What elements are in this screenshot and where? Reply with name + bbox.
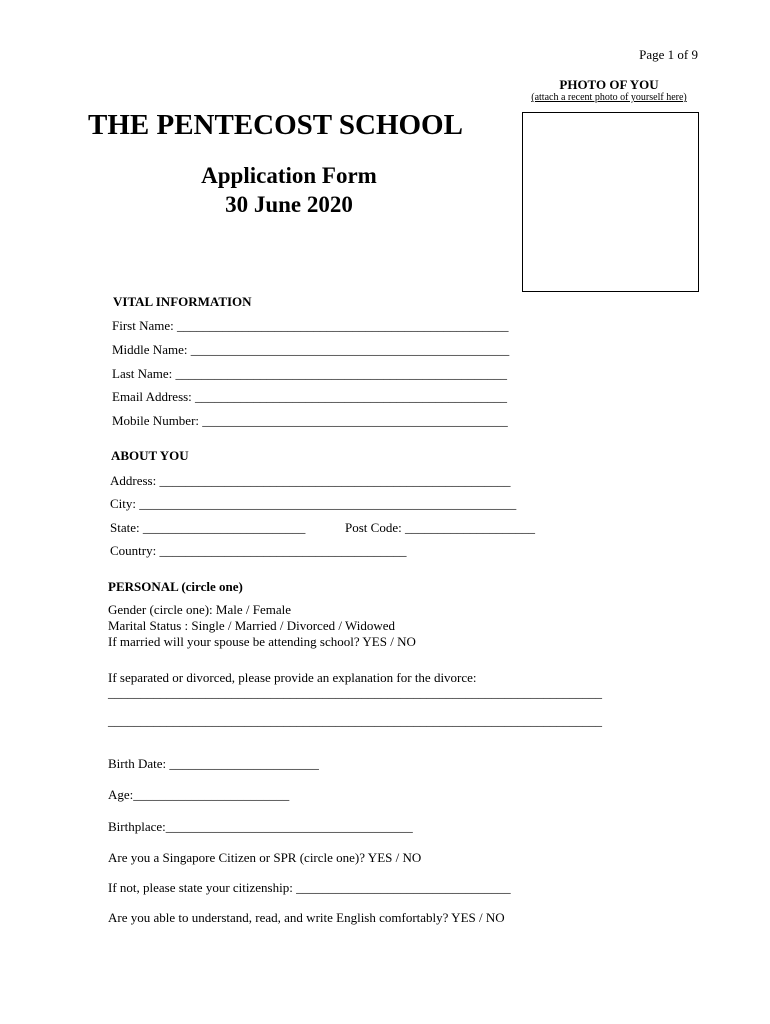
divorce-explanation-line[interactable]: ____________________________________________________________________________: [108, 713, 602, 728]
vital-information-heading: VITAL INFORMATION: [113, 294, 252, 309]
form-date: 30 June 2020: [225, 192, 353, 217]
city-field[interactable]: City: __________________________________________________________: [110, 496, 517, 511]
photo-instruction: (attach a recent photo of yourself here): [531, 92, 687, 103]
page-number: Page 1 of 9: [639, 47, 698, 62]
last-name-field[interactable]: Last Name: ___________________________________________________: [112, 366, 508, 381]
marital-status-line[interactable]: Marital Status : Single / Married / Divorced / Widowed: [108, 618, 395, 633]
mobile-number-field[interactable]: Mobile Number: _______________________________________________: [112, 413, 508, 428]
age-field[interactable]: Age:________________________: [108, 787, 290, 802]
birth-date-field[interactable]: Birth Date: _______________________: [108, 756, 319, 771]
gender-line[interactable]: Gender (circle one): Male / Female: [108, 602, 291, 617]
birthplace-field[interactable]: Birthplace:______________________________________: [108, 819, 413, 834]
about-you-heading: ABOUT YOU: [111, 448, 189, 463]
divorce-explanation-question: If separated or divorced, please provide an explanation for the divorce:: [108, 670, 477, 685]
divorce-explanation-line[interactable]: ____________________________________________________________________________: [108, 685, 602, 700]
school-name: THE PENTECOST SCHOOL: [88, 109, 463, 141]
first-name-field[interactable]: First Name: ___________________________________________________: [112, 318, 509, 333]
personal-heading: PERSONAL (circle one): [108, 579, 243, 594]
email-field[interactable]: Email Address: ________________________________________________: [112, 389, 508, 404]
spouse-attending-line[interactable]: If married will your spouse be attending school? YES / NO: [108, 634, 416, 649]
singapore-citizen-question[interactable]: Are you a Singapore Citizen or SPR (circle one)? YES / NO: [108, 850, 422, 865]
photo-title: PHOTO OF YOU: [559, 77, 659, 92]
country-field[interactable]: Country: ______________________________________: [110, 543, 407, 558]
post-code-field[interactable]: Post Code: ____________________: [345, 520, 535, 535]
english-ability-question[interactable]: Are you able to understand, read, and write English comfortably? YES / NO: [108, 910, 505, 925]
middle-name-field[interactable]: Middle Name: _________________________________________________: [112, 342, 510, 357]
state-field[interactable]: State: _________________________: [110, 520, 306, 535]
citizenship-field[interactable]: If not, please state your citizenship: _________________________________: [108, 880, 511, 895]
photo-box[interactable]: [522, 112, 699, 292]
form-title: Application Form: [201, 163, 377, 188]
address-field[interactable]: Address: ______________________________________________________: [110, 473, 511, 488]
